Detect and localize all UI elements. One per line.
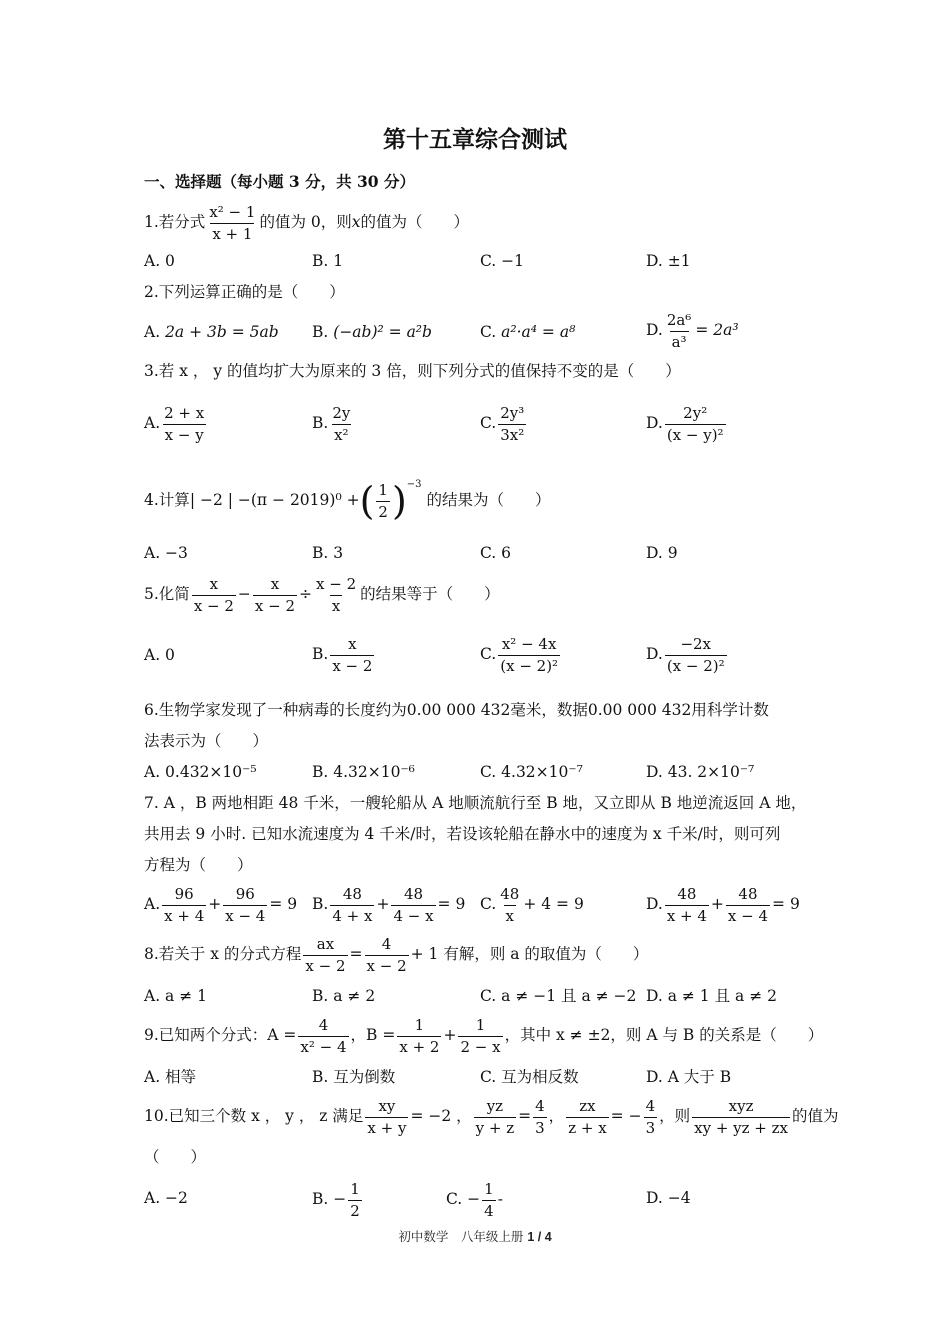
- option-a: A. $\frac{2 + x}{x - y}$: [144, 404, 205, 444]
- option-d: D. $\frac{\text{2a⁶}}{\text{a³}}$ = 2a³: [646, 311, 739, 351]
- question-8: 8.若关于 x 的分式方程 $\frac{ax}{x - 2}$ = $\frac{4}{x - 2}$ + 1 有解，则 a 的取值为（ ）: [144, 935, 649, 975]
- option-b: B. $\frac{2y}{\text{x²}}$: [312, 404, 351, 444]
- question-6: 6.生物学家发现了一种病毒的长度约为0.00 000 432毫米，数据0.00 000 432用科学计数: [144, 701, 769, 719]
- question-9: 9.已知两个分式：A = $\frac{4}{\text{x² − 4}}$ ，B = $\frac{1}{x + 2}$ + $\frac{1}{2 - x}$ ，其中 x ≠ ±2，则 A 与 B 的关系是（ ）: [144, 1016, 824, 1056]
- option-d: D. 9: [646, 544, 678, 562]
- question-4: 4.计算| −2 | −(π − 2019)⁰ +( $\frac{1}{2}$ )$^{-3}$ 的结果为（ ）: [144, 479, 551, 523]
- question-text: 的值为（ ）: [360, 213, 469, 231]
- option-d: D. 43. 2×10⁻⁷: [646, 763, 755, 781]
- page-title: 第十五章综合测试: [383, 126, 567, 153]
- option-c: C. 4.32×10⁻⁷: [480, 763, 583, 781]
- question-10: 10.已知三个数 x ， y ， z 满足 $\frac{xy}{x + y}$ = −2 ， $\frac{yz}{y + z}$ = $\frac{4}{3}$ ， $\frac{zx}{z + x}$ = − $\frac{4}{3}$ ，则 $\frac{\text{xyz}}{xy + yz + zx}$ 的值为: [144, 1097, 839, 1137]
- option-a: A. −2: [144, 1189, 188, 1207]
- page-footer: [0, 1231, 950, 1244]
- option-a: A. a ≠ 1: [144, 987, 207, 1005]
- page-number: 1 / 4: [527, 1230, 552, 1244]
- option-c: C. $\frac{\text{x² − 4x}}{\text{(x − 2)²}}$: [480, 635, 559, 675]
- question-number: 1.: [144, 213, 159, 231]
- option-d: D. $\frac{-2x}{\text{(x − 2)²}}$: [646, 635, 725, 675]
- fraction: $\frac{\text{x² − 1}}{x + 1}$: [209, 203, 256, 243]
- option-c: C. − $\frac{1}{4}$ -: [446, 1180, 503, 1220]
- option-c: C. −1: [480, 252, 525, 270]
- option-c: C. $\frac{\text{2y³}}{\text{3x²}}$: [480, 404, 525, 444]
- question-text: 若分式: [158, 213, 206, 231]
- option-a: A. −3: [144, 544, 188, 562]
- option-c: C. a²·a⁴ = a⁸: [480, 323, 576, 341]
- question-10-cont: （ ）: [144, 1148, 207, 1166]
- section-heading: 一、选择题（每小题 3 分，共 30 分）: [144, 172, 415, 191]
- option-d: D. a ≠ 1 且 a ≠ 2: [646, 987, 777, 1005]
- footer-text: 初中数学 八年级上册: [398, 1229, 524, 1244]
- question-7: 7. A ，B 两地相距 48 千米，一艘轮船从 A 地顺流航行至 B 地，又立即从 B 地逆流返回 A 地，: [144, 794, 807, 812]
- option-b: B. 3: [312, 544, 344, 562]
- option-a: A. 0: [144, 646, 175, 664]
- option-b: B. a ≠ 2: [312, 987, 376, 1005]
- option-a: A. 0.432×10⁻⁵: [144, 763, 257, 781]
- option-b: B. $\frac{x}{x - 2}$: [312, 635, 373, 675]
- question-1: 1.若分式 $\frac{\text{x² − 1}}{x + 1}$ 的值为 0，则x的值为（ ）: [144, 203, 469, 243]
- question-5: 5.化简 $\frac{x}{x - 2}$ − $\frac{x}{x - 2}$ ÷ $\frac{x - 2}{x}$ 的结果等于（ ）: [144, 575, 500, 615]
- question-3: 3.若 x ， y 的值均扩大为原来的 3 倍，则下列分式的值保持不变的是（ ）: [144, 362, 681, 380]
- option-c: C. 6: [480, 544, 512, 562]
- option-b: B. 互为倒数: [312, 1068, 396, 1086]
- option-a: A. 相等: [144, 1068, 197, 1086]
- option-b: B. − $\frac{1}{2}$: [312, 1180, 360, 1220]
- option-c: C. a ≠ −1 且 a ≠ −2: [480, 987, 637, 1005]
- option-a: A. 2a + 3b = 5ab: [144, 323, 279, 341]
- question-7-cont: 方程为（ ）: [144, 856, 253, 874]
- option-d: D. $\frac{48}{x + 4}$ + $\frac{48}{x - 4}$ = 9: [646, 885, 800, 925]
- option-b: B. 1: [312, 252, 344, 270]
- option-a: A. $\frac{96}{x + 4}$ + $\frac{96}{x - 4}$ = 9: [144, 885, 298, 925]
- option-b: B. $\frac{48}{4 + x}$ + $\frac{48}{4 - x}$ = 9: [312, 885, 466, 925]
- option-c: C. $\frac{48}{x}$ + 4 = 9: [480, 885, 584, 925]
- option-d: D. $\frac{\text{2y²}}{\text{(x − y)²}}$: [646, 404, 724, 444]
- option-c: C. 互为相反数: [480, 1068, 579, 1086]
- option-d: D. A 大于 B: [646, 1068, 732, 1086]
- question-text: 的值为 0，则: [259, 213, 352, 231]
- option-d: D. ±1: [646, 252, 691, 270]
- option-a: A. 0: [144, 252, 175, 270]
- option-d: D. −4: [646, 1189, 691, 1207]
- option-b: B. (−ab)² = a²b: [312, 323, 432, 341]
- question-7-cont: 共用去 9 小时. 已知水流速度为 4 千米/时，若设该轮船在静水中的速度为 x 千米/时，则可列: [144, 825, 781, 843]
- question-6-cont: 法表示为（ ）: [144, 732, 269, 750]
- option-b: B. 4.32×10⁻⁶: [312, 763, 415, 781]
- question-2: 2.下列运算正确的是（ ）: [144, 283, 345, 301]
